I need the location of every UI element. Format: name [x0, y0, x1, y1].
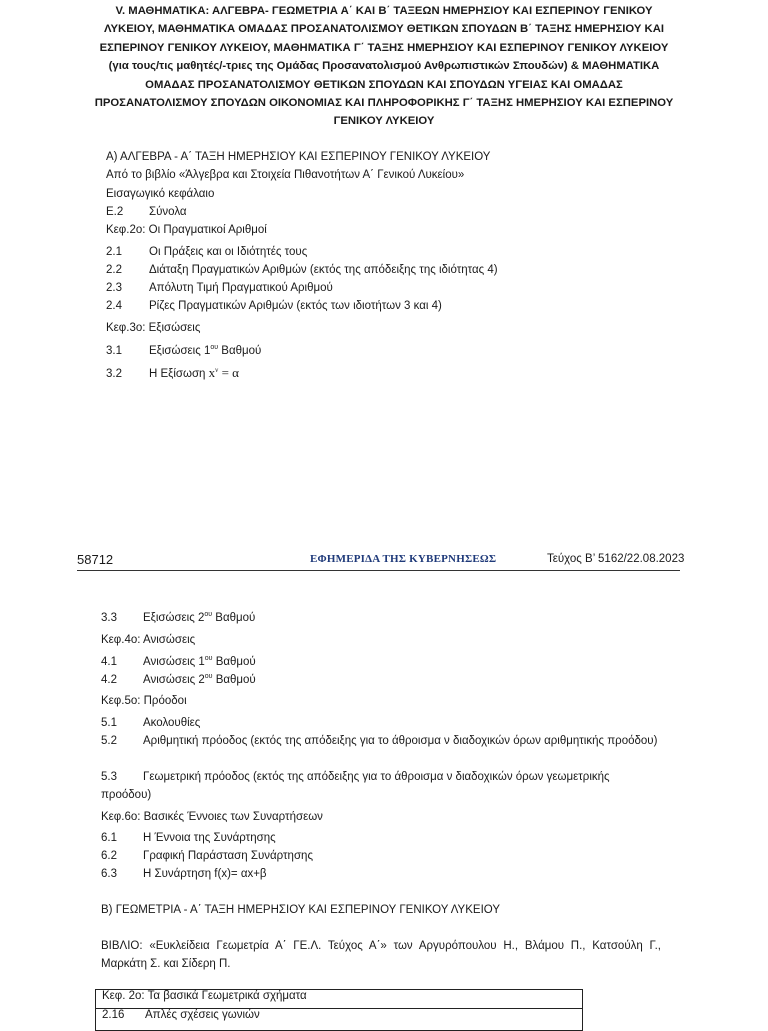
journal-title: ΕΦΗΜΕΡΙΔΑ ΤΗΣ ΚΥΒΕΡΝΗΣΕΩΣ	[310, 553, 497, 565]
list-item	[101, 732, 661, 750]
item-text: Αριθμητική πρόοδος (εκτός της απόδειξης για το άθροισμα ν διαδοχικών όρων αριθμητικής προόδου)	[143, 735, 658, 747]
item-text: Ρίζες Πραγματικών Αριθμών (εκτός των ιδιοτήτων 3 και 4)	[149, 300, 442, 312]
equation	[209, 365, 239, 380]
item-number: 3.3	[101, 612, 117, 624]
list-item	[101, 830, 276, 846]
item-text-tail: Βαθμού	[212, 674, 256, 686]
item-number: 6.1	[101, 832, 117, 844]
chapter-6-heading: Κεφ.6ο: Βασικές Έννοιες των Συναρτήσεων	[101, 811, 323, 823]
list-item	[101, 610, 255, 626]
list-item	[106, 343, 261, 359]
item-text: Ανισώσεις 1	[143, 656, 205, 668]
item-text: Γραφική Παράσταση Συνάρτησης	[143, 850, 313, 862]
list-item-e2	[106, 204, 187, 220]
item-number: 6.3	[101, 868, 117, 880]
section-b-heading: Β) ΓΕΩΜΕΤΡΙΑ - Α΄ ΤΑΞΗ ΗΜΕΡΗΣΙΟΥ ΚΑΙ ΕΣΠΕΡΙΝΟΥ ΓΕΝΙΚΟΥ ΛΥΚΕΙΟΥ	[101, 904, 501, 916]
list-item	[106, 298, 442, 314]
item-text: Εξισώσεις 2	[143, 612, 205, 624]
list-item	[106, 244, 307, 260]
section-b-book: ΒΙΒΛΙΟ: «Ευκλείδεια Γεωμετρία Α΄ ΓΕ.Λ. Τεύχος Α΄» των Αργυρόπουλου Η., Βλάμου Π., Κατσούλη Γ., Μαρκάτη Σ. και Σίδερη Π.	[101, 940, 661, 970]
item-text: Εξισώσεις 1	[149, 345, 211, 357]
item-number: 3.1	[106, 345, 122, 357]
item-text: Σύνολα	[149, 206, 187, 218]
item-number: 3.2	[106, 368, 122, 380]
item-number: 4.2	[101, 674, 117, 686]
list-item	[101, 715, 200, 731]
section-a-intro: Εισαγωγικό κεφάλαιο	[106, 188, 215, 200]
item-number: 2.16	[102, 1009, 125, 1021]
content-table	[95, 989, 583, 1031]
issue-info: Τεύχος B’ 5162/22.08.2023	[547, 553, 685, 565]
item-number: 6.2	[101, 850, 117, 862]
table-row	[96, 1008, 582, 1021]
ordinal-superscript: ου	[204, 673, 213, 680]
header-divider	[77, 570, 680, 571]
section-a-book: Από το βιβλίο «Άλγεβρα και Στοιχεία Πιθανοτήτων Α΄ Γενικού Λυκείου»	[106, 169, 465, 181]
chapter-2-heading: Κεφ.2ο: Οι Πραγματικοί Αριθμοί	[106, 224, 267, 236]
item-text: Οι Πράξεις και οι Ιδιότητές τους	[149, 246, 308, 258]
item-number: 5.2	[101, 735, 117, 747]
equation-exponent: ν	[215, 366, 219, 374]
equation-base: x	[208, 365, 216, 380]
item-number: 5.3	[101, 771, 117, 783]
ordinal-superscript: ου	[210, 344, 219, 351]
chapter-5-heading: Κεφ.5ο: Πρόοδοι	[101, 695, 187, 707]
item-number: 2.3	[106, 282, 122, 294]
item-text: Γεωμετρική πρόοδος (εκτός της απόδειξης για το άθροισμα ν διαδοχικών όρων γεωμετρικής προόδου)	[101, 771, 610, 801]
ordinal-superscript: ου	[204, 655, 213, 662]
item-text-tail: Βαθμού	[212, 656, 256, 668]
item-number: 2.4	[106, 300, 122, 312]
table-row: Κεφ. 2ο: Τα βασικά Γεωμετρικά σχήματα	[102, 990, 307, 1002]
item-number: Ε.2	[106, 206, 124, 218]
item-number: 2.1	[106, 246, 122, 258]
section-a-heading: Α) ΑΛΓΕΒΡΑ - Α΄ ΤΑΞΗ ΗΜΕΡΗΣΙΟΥ ΚΑΙ ΕΣΠΕΡΙΝΟΥ ΓΕΝΙΚΟΥ ΛΥΚΕΙΟΥ	[106, 151, 491, 163]
item-text-tail: Βαθμού	[212, 612, 256, 624]
item-number: 2.2	[106, 264, 122, 276]
chapter-4-heading: Κεφ.4ο: Ανισώσεις	[101, 634, 196, 646]
ordinal-superscript: ου	[204, 611, 213, 618]
list-item	[101, 672, 256, 688]
item-text: Απλές σχέσεις γωνιών	[145, 1009, 260, 1021]
item-text: Απόλυτη Τιμή Πραγματικού Αριθμού	[149, 282, 333, 294]
item-text: Η Εξίσωση	[149, 368, 209, 380]
list-item	[101, 654, 256, 670]
item-number: 5.1	[101, 717, 117, 729]
list-item	[101, 866, 267, 882]
item-text: Ακολουθίες	[143, 717, 201, 729]
list-item	[106, 365, 239, 382]
item-number: 4.1	[101, 656, 117, 668]
item-text-tail: Βαθμού	[218, 345, 262, 357]
item-text: Η Συνάρτηση f(x)= αx+β	[143, 868, 267, 880]
list-item	[101, 848, 313, 864]
item-text: Διάταξη Πραγματικών Αριθμών (εκτός της απόδειξης της ιδιότητας 4)	[149, 264, 498, 276]
chapter-3-heading: Κεφ.3ο: Εξισώσεις	[106, 322, 201, 334]
section-title: V. ΜΑΘΗΜΑΤΙΚΑ: ΑΛΓΕΒΡΑ- ΓΕΩΜΕΤΡΙΑ Α΄ ΚΑΙ Β΄ ΤΑΞΕΩΝ ΗΜΕΡΗΣΙΟΥ ΚΑΙ ΕΣΠΕΡΙΝΟΥ ΓΕΝΙΚΟΥ ΛΥΚΕΙΟΥ, ΜΑΘΗΜΑΤΙΚΑ ΟΜΑΔΑΣ ΠΡΟΣΑΝΑΤΟΛΙΣΜΟΥ ΘΕΤΙΚΩΝ ΣΠΟΥΔΩΝ Β΄ ΤΑΞΗΣ ΗΜΕΡΗΣΙΟΥ ΚΑΙ ΕΣΠΕΡΙΝΟΥ ΓΕΝΙΚΟΥ ΛΥΚΕΙΟΥ, ΜΑΘΗΜΑΤΙΚΑ Γ΄ ΤΑΞΗΣ ΗΜΕΡΗΣΙΟΥ ΚΑΙ ΕΣΠΕΡΙΝΟΥ ΓΕΝΙΚΟΥ ΛΥΚΕΙΟΥ (για τους/τις μαθητές/-τριες της Ομάδας Προσανατολισμού Ανθρωπιστικών Σπουδών) & ΜΑΘΗΜΑΤΙΚΑ ΟΜΑΔΑΣ ΠΡΟΣΑΝΑΤΟΛΙΣΜΟΥ ΘΕΤΙΚΩΝ ΣΠΟΥΔΩΝ ΚΑΙ ΣΠΟΥΔΩΝ ΥΓΕΙΑΣ ΚΑΙ ΟΜΑΔΑΣ ΠΡΟΣΑΝΑΤΟΛΙΣΜΟΥ ΣΠΟΥΔΩΝ ΟΙΚΟΝΟΜΙΑΣ ΚΑΙ ΠΛΗΡΟΦΟΡΙΚΗΣ Γ΄ ΤΑΞΗΣ ΗΜΕΡΗΣΙΟΥ ΚΑΙ ΕΣΠΕΡΙΝΟΥ ΓΕΝΙΚΟΥ ΛΥΚΕΙΟΥ	[94, 5, 674, 128]
page-number: 58712	[77, 552, 114, 567]
item-text: Η Έννοια της Συνάρτησης	[143, 832, 276, 844]
item-text: Ανισώσεις 2	[143, 674, 205, 686]
equation-rhs: = α	[218, 365, 239, 380]
list-item	[106, 262, 498, 278]
list-item	[101, 768, 661, 804]
list-item	[106, 280, 333, 296]
